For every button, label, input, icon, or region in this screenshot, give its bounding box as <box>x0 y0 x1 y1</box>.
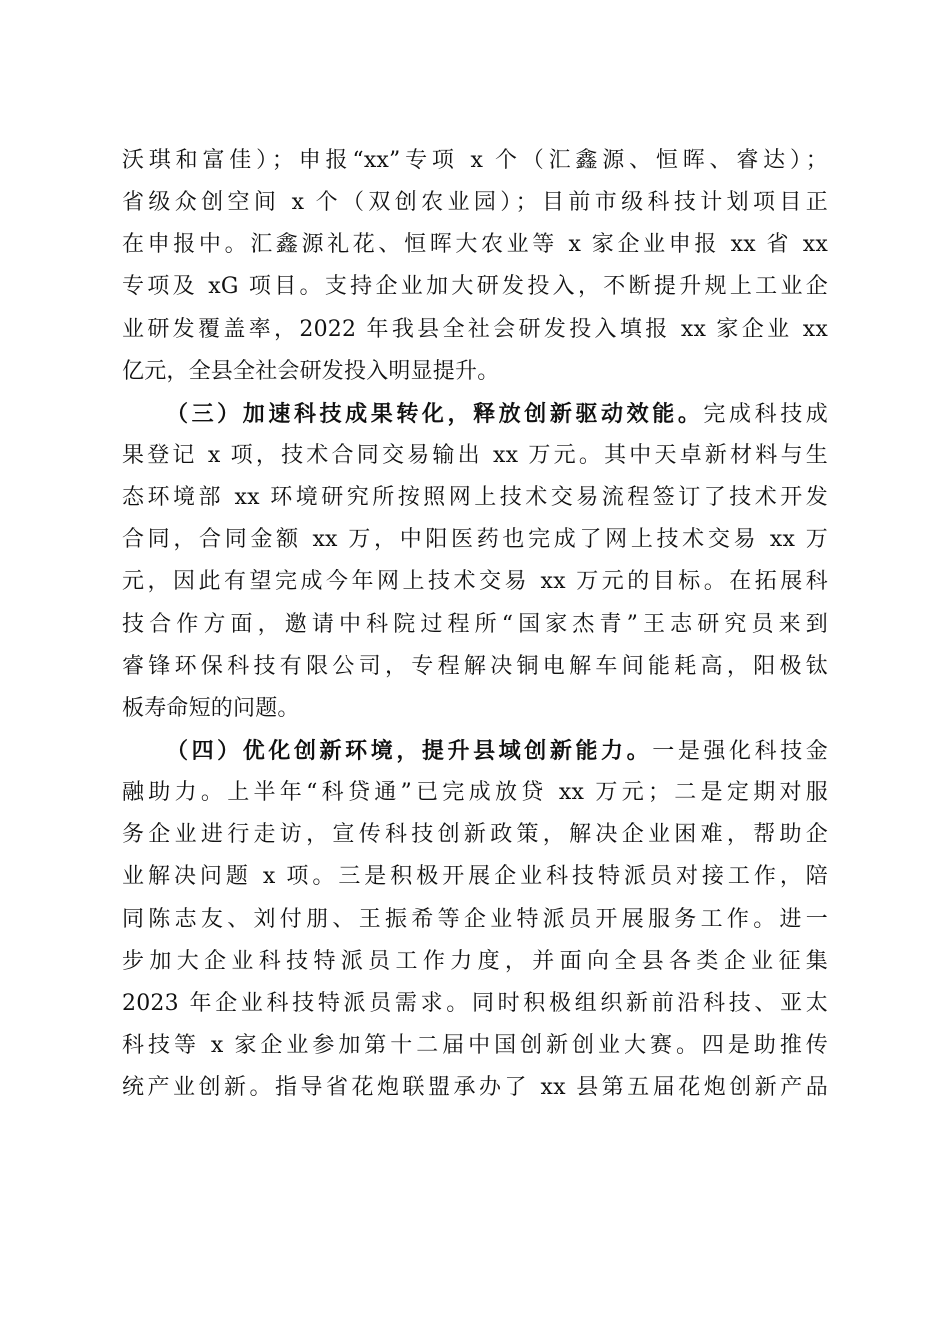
text-line: 果登记 x 项，技术合同交易输出 xx 万元。其中天卓新材料与生 <box>122 442 828 468</box>
text-line: 务企业进行走访，宣传科技创新政策，解决企业困难，帮助企 <box>122 822 828 848</box>
text-line: 元，因此有望完成今年网上技术交易 xx 万元的目标。在拓展科 <box>122 569 828 595</box>
document-body <box>122 140 828 1109</box>
text-line: 技合作方面，邀请中科院过程所“国家杰青”王志研究员来到 <box>122 611 828 637</box>
text-line: 沃琪和富佳）；申报“xx”专项 x 个（汇鑫源、恒晖、睿达）； <box>122 148 828 173</box>
text-line: 2023 年企业科技特派员需求。同时积极组织新前沿科技、亚太 <box>122 990 828 1016</box>
text-line: 融助力。上半年“科贷通”已完成放贷 xx 万元；二是定期对服 <box>122 780 828 806</box>
text-line: 合同，合同金额 xx 万，中阳医药也完成了网上技术交易 xx 万 <box>122 527 828 553</box>
paragraph-first-line <box>122 730 828 772</box>
text-line: 态环境部 xx 环境研究所按照网上技术交易流程签订了技术开发 <box>122 485 828 511</box>
text-line: 板寿命短的问题。 <box>122 695 300 721</box>
section-heading-3: （三）加速科技成果转化，释放创新驱动效能。 <box>166 400 704 427</box>
text-line: 科技等 x 家企业参加第十二届中国创新创业大赛。四是助推传 <box>122 1032 828 1058</box>
text-line: 睿锋环保科技有限公司，专程解决铜电解车间能耗高，阳极钛 <box>122 653 828 679</box>
text-line: 专项及 xG 项目。支持企业加大研发投入，不断提升规上工业企 <box>122 274 828 300</box>
paragraph-tech-transfer <box>122 393 828 730</box>
section-heading-4: （四）优化创新环境，提升县域创新能力。 <box>166 737 653 764</box>
text-line: 步加大企业科技特派员工作力度，并面向全县各类企业征集 <box>122 948 828 974</box>
text-line: 业研发覆盖率，2022 年我县全社会研发投入填报 xx 家企业 xx <box>122 316 828 342</box>
paragraph-first-line <box>122 393 828 435</box>
text-line: 业解决问题 x 项。三是积极开展企业科技特派员对接工作，陪 <box>122 864 828 890</box>
text-line: 省级众创空间 x 个（双创农业园）；目前市级科技计划项目正 <box>122 190 828 216</box>
text-line: 亿元，全县全社会研发投入明显提升。 <box>122 358 500 384</box>
text-line: 同陈志友、刘付朋、王振希等企业特派员开展服务工作。进一 <box>122 906 828 932</box>
text-run: 一是强化科技金 <box>652 738 828 764</box>
paragraph-innovation-environment <box>122 730 828 1109</box>
text-line: 统产业创新。指导省花炮联盟承办了 xx 县第五届花炮创新产品 <box>122 1075 828 1101</box>
text-line: 在申报中。汇鑫源礼花、恒晖大农业等 x 家企业申报 xx 省 xx <box>122 232 828 258</box>
paragraph-research-investment <box>122 140 828 393</box>
text-run: 完成科技成 <box>703 401 828 427</box>
